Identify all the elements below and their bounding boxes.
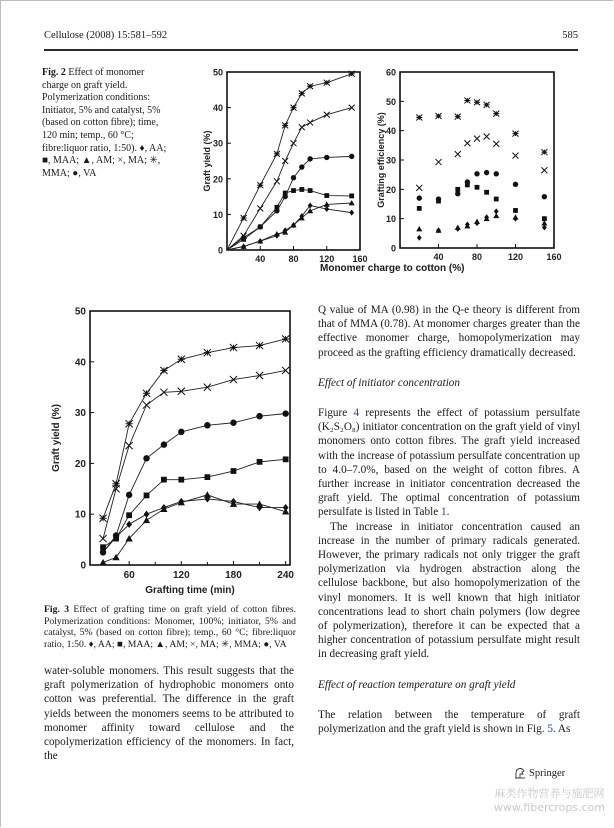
series-am [227,200,355,250]
data-point-asterisk [112,480,119,487]
y-tick-label: 40 [385,126,396,137]
data-point-asterisk [274,151,280,157]
series-ma [416,134,547,191]
journal-citation: Cellulose (2008) 15:581–592 [44,30,168,41]
data-point-asterisk [513,131,519,137]
series-line [227,206,352,251]
y-tick-label: 30 [385,155,396,166]
data-point-asterisk [126,420,133,427]
y-tick-label: 0 [80,560,86,572]
figure-3-grafting-time-chart [44,300,294,600]
data-point-circle [299,164,304,169]
data-point-circle [417,195,422,200]
data-point-cross [436,159,442,165]
data-point-square [257,459,263,465]
figure-3-caption-text: Effect of grafting time on graft yield of cotton fibres. Polymerization conditions: Monomer, 100%; initiator, 5% and catalyst, 5% (based on cotton fibre); temp., 60 °C; fibre:liquor ratio, 1:50. ♦, AA; ■, MAA; ▲, AM; ×, MA; ✳, MMA; ●, VA [44,604,297,650]
y-tick-label: 30 [74,408,86,420]
text-run: . As [552,723,571,736]
data-point-square [494,197,499,202]
series-line [103,414,286,553]
data-point-circle [282,194,287,199]
series-va [227,154,354,250]
y-axis-label: Graft yield (%) [202,130,212,192]
data-point-triangle [143,517,150,523]
data-point-asterisk [464,97,470,103]
data-point-square [308,188,313,193]
data-point-circle [161,441,167,447]
data-point-cross [257,205,263,211]
data-point-square [513,208,518,213]
data-point-circle [274,208,279,213]
text-run: . [446,506,450,519]
body-paragraph: The increase in initiator concentration caused an increase in the number of primary radicals generated. However, the primary radicals not only trigger the graft polymerization via hydrogen abstraction along the cellulose backbone, but also homopolymerization of the vinyl monomers. It is well known that high initiator concentrations lead to short chain polymers (low degree of polymerization), therefore it can be expected that a higher concentration of potassium persulfate might result in decreasing graft yield. [318,520,580,661]
watermark [487,787,612,815]
data-point-circle [324,155,329,160]
data-point-circle [256,413,262,419]
y-tick-label: 10 [74,509,86,521]
data-point-cross [126,442,133,449]
data-point-cross [324,112,330,118]
data-point-asterisk [436,113,442,119]
data-point-cross [282,158,288,164]
y-tick-label: 50 [74,306,86,318]
x-tick-label: 40 [433,252,444,262]
series-mma [416,97,547,155]
data-point-triangle [513,214,519,219]
data-point-asterisk [299,90,305,96]
data-point-cross [416,185,422,191]
data-point-triangle [484,216,490,221]
data-point-triangle [455,224,461,229]
text-run: Figure [318,407,354,420]
data-point-circle [513,182,518,187]
data-point-square [205,474,211,480]
data-point-asterisk [349,71,355,77]
data-point-square [324,193,329,198]
data-point-circle [100,549,106,555]
y-tick-label: 30 [212,138,223,149]
data-point-circle [542,194,547,199]
data-point-cross [282,367,289,374]
right-column-text [318,303,580,736]
x-tick-label: 120 [319,254,335,262]
y-tick-label: 20 [212,174,223,185]
data-point-asterisk [204,349,211,356]
data-point-circle [474,171,479,176]
data-point-circle [282,410,288,416]
y-tick-label: 50 [212,67,223,78]
data-point-asterisk [99,515,106,522]
data-point-cross [464,140,470,146]
data-point-asterisk [324,80,330,86]
data-point-circle [436,196,441,201]
data-point-asterisk [541,149,547,155]
data-point-circle [484,170,489,175]
data-point-square [283,456,289,462]
series-am [416,213,547,233]
body-paragraph [318,708,580,736]
x-tick-label: 80 [288,254,299,262]
data-point-cross [99,535,106,542]
data-point-square [484,190,489,195]
plot-frame [90,311,290,565]
body-paragraph [318,406,580,520]
data-point-square [126,512,132,518]
series-am [99,491,289,565]
series-aa [417,208,547,240]
y-tick-label: 40 [74,357,86,369]
figure-2b-grafting-efficiency-chart [372,62,562,262]
data-point-asterisk [160,367,167,374]
data-point-cross [484,134,490,140]
data-point-circle [113,532,119,538]
data-point-asterisk [455,114,461,120]
page-number: 585 [562,30,578,41]
y-tick-label: 0 [217,245,223,256]
data-point-square [161,477,167,483]
data-point-square [144,493,150,499]
x-tick-label: 40 [255,254,266,262]
springer-horse-icon [514,767,526,779]
left-column-text [44,664,294,763]
y-axis-label: Grafting efficiency (%) [376,112,386,208]
figure-2-caption-text: Effect of monomer charge on graft yield. Polymerization conditions: Initiator, 5% and catalyst, 5% (based on cotton fibre); time, 120 min; temp., 60 °C; fibre:liquor ratio, 1:50). ♦, AA; ■, MAA; ▲, AM; ×, MA; ✳, MMA; ●, VA [42,67,167,179]
data-point-circle [126,492,132,498]
watermark-url: www.fibercrops.com [493,801,606,814]
x-tick-label: 160 [546,252,562,262]
data-point-asterisk [257,182,263,188]
data-point-asterisk [484,102,490,108]
data-point-asterisk [230,344,237,351]
data-point-triangle [474,219,480,224]
y-tick-label: 40 [212,103,223,114]
data-point-diamond [324,206,329,212]
header-rule [44,49,578,51]
data-point-triangle [464,223,470,228]
data-point-diamond [349,210,354,216]
x-tick-label: 80 [471,252,483,262]
data-point-square [475,185,480,190]
series-maa [417,183,547,222]
series-mma [227,71,355,250]
data-point-cross [541,167,547,173]
data-point-circle [465,179,470,184]
y-tick-label: 10 [212,209,223,220]
data-point-asterisk [282,122,288,128]
figure-2-label: Fig. 2 [42,67,66,78]
figure-5-link[interactable]: 5 [547,723,553,736]
data-point-asterisk [493,111,499,117]
data-point-circle [143,455,149,461]
table-1-link[interactable]: 1 [440,506,447,519]
publisher-name: Springer [529,767,566,779]
y-axis-label: Graft yield (%) [51,404,62,472]
data-point-diamond [417,235,422,241]
data-point-triangle [204,491,211,497]
data-point-cross [143,401,150,408]
data-point-square [291,188,296,193]
data-point-triangle [416,226,422,231]
figure-2-shared-x-axis-label: Monomer charge to cotton (%) [320,263,465,274]
watermark-chinese: 麻类作物营养与施肥网 [494,787,605,800]
data-point-circle [230,420,236,426]
data-point-square [455,187,460,192]
data-point-square [299,187,304,192]
y-tick-label: 20 [74,458,86,470]
data-point-circle [291,175,296,180]
data-point-circle [178,429,184,435]
data-point-asterisk [307,83,313,89]
x-tick-label: 180 [225,570,242,581]
data-point-asterisk [178,356,185,363]
figure-3-caption [44,604,296,650]
series-va [100,410,289,555]
data-point-asterisk [143,390,150,397]
y-tick-label: 60 [385,67,396,78]
series-maa [227,187,354,250]
running-head [44,30,578,41]
series-aa [227,203,354,251]
data-point-triangle [112,554,119,560]
x-tick-label: 120 [507,252,524,262]
figure-4-link[interactable]: 4 [353,407,360,420]
series-line [227,74,352,250]
data-point-cross [291,140,297,146]
section-heading-initiator: Effect of initiator concentration [318,376,460,389]
data-point-circle [307,156,312,161]
data-point-asterisk [282,335,289,342]
x-tick-label: 120 [172,570,190,581]
data-point-triangle [99,559,106,565]
x-tick-label: 60 [123,570,135,581]
y-tick-label: 0 [390,243,396,254]
y-tick-label: 50 [385,96,396,107]
section-heading-temperature: Effect of reaction temperature on graft yield [318,678,516,691]
data-point-cross [307,120,313,126]
data-point-square [178,477,184,483]
data-point-circle [241,235,246,240]
data-point-cross [455,151,461,157]
data-point-circle [455,191,460,196]
text-run: represents the effect of potassium persulfate (K₂S₂O₈) initiator concentration on the graft yield of vinyl monomers onto cotton fibres. The graft yield increased with the increase of potassium persulfate concentration up to 4.0–7.0%, based on the weight of cotton fibres. A further increase in initiator concentration decreased the graft yield. The optimal concentration of potassium persulfate is listed in Table [318,407,580,519]
data-point-triangle [493,213,499,218]
data-point-circle [204,422,210,428]
data-point-asterisk [256,342,263,349]
springer-logo [514,767,565,779]
data-point-cross [349,105,355,111]
data-point-square [417,206,422,211]
data-point-asterisk [416,114,422,120]
data-point-circle [349,154,354,159]
data-point-cross [274,178,280,184]
data-point-asterisk [291,105,297,111]
data-point-cross [299,124,305,130]
data-point-cross [493,141,499,147]
data-point-cross [474,136,480,142]
data-point-circle [258,224,263,229]
x-tick-label: 160 [352,254,368,262]
data-point-square [349,193,354,198]
x-axis-label: Grafting time (min) [145,585,235,596]
figure-3-label: Fig. 3 [44,604,70,615]
figure-2a-graft-yield-chart [200,62,370,262]
figure-2-caption [42,67,172,180]
body-paragraph: water-soluble monomers. This result suggests that the graft polymerization of hydrophobic monomers onto cotton was preferential. The difference in the graft yields between the monomers seems to be attributed to monomer affinity toward cellulose and the copolymerization efficiency of the monomers. In fact, the [44,665,294,763]
data-point-cross [513,153,519,159]
data-point-asterisk [474,99,480,105]
y-tick-label: 10 [385,214,396,225]
body-paragraph: Q value of MA (0.98) in the Q-e theory is different from that of MMA (0.78). At monomer charges greater than the effective monomer charge, homopolymerization may proceed as the grafting efficiency dramatically decreased. [318,304,580,359]
data-point-square [231,468,237,474]
series-va [417,170,548,202]
text-run: The relation between the temperature of graft polymerization and the graft yield is shown in Fig. [318,708,580,736]
data-point-circle [494,171,499,176]
x-tick-label: 240 [277,570,294,581]
y-tick-label: 20 [385,184,396,195]
data-point-asterisk [241,215,247,221]
